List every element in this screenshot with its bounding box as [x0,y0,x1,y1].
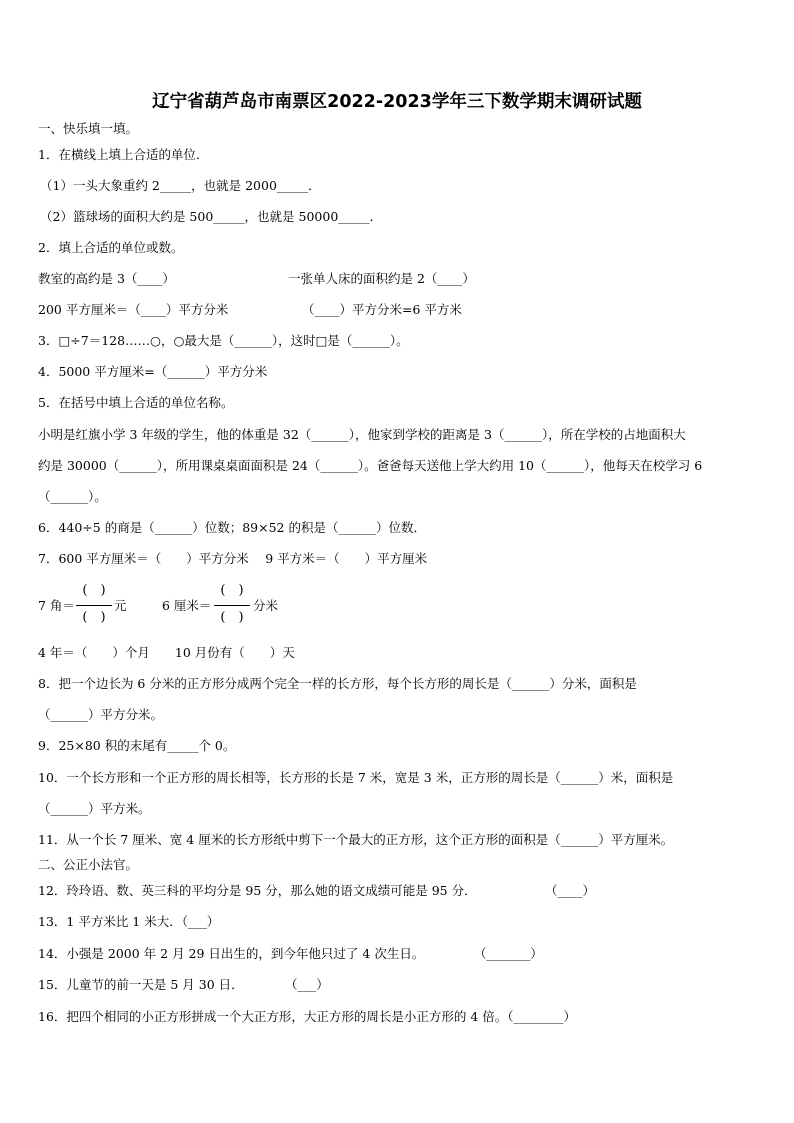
question-12: 12．玲玲语、数、英三科的平均分是 95 分，那么她的语文成绩可能是 95 分． [38,883,477,898]
question-1-part-1: （1）一头大象重约 2_____，也就是 2000_____． [40,178,321,193]
question-16: 16．把四个相同的小正方形拼成一个大正方形，大正方形的周长是小正方形的 4 倍。（________） [38,1009,577,1024]
question-14-answer-blank: （_______） [474,946,543,961]
fraction-denominator-blank: ( ) [82,610,106,625]
question-7-line-3: 4 年＝（ ）个月 10 月份有（ ）天 [38,645,295,660]
question-11: 11．从一个长 7 厘米、宽 4 厘米的长方形纸中剪下一个最大的正方形，这个正方形的面积是（______）平方厘米。 [38,832,674,847]
question-7-fraction-2-prefix: 6 厘米＝ [162,598,212,613]
fraction-bar [214,605,250,606]
question-1-stem: 1．在横线上填上合适的单位． [38,147,209,162]
section-heading-judge: 二、公正小法官。 [38,857,139,872]
question-2-item-d: （____）平方分米=6 平方米 [302,302,462,317]
question-4: 4．5000 平方厘米=（______）平方分米 [38,364,268,379]
question-2-item-a: 教室的高约是 3（____） [38,271,175,286]
fraction-bar [76,605,112,606]
question-5-stem: 5．在括号中填上合适的单位名称。 [38,395,234,410]
page-title: 辽宁省葫芦岛市南票区2022-2023学年三下数学期末调研试题 [152,92,642,112]
question-8-line-1: 8．把一个边长为 6 分米的正方形分成两个完全一样的长方形，每个长方形的周长是（______）分米，面积是 [38,676,637,691]
fraction-blank-1 [74,583,114,629]
question-10-line-1: 10．一个长方形和一个正方形的周长相等，长方形的长是 7 米，宽是 3 米，正方形的周长是（______）米，面积是 [38,770,674,785]
question-5-line-1: 小明是红旗小学 3 年级的学生，他的体重是 32（______），他家到学校的距离是 3（______），所在学校的占地面积大 [38,427,686,442]
question-7-line-1: 7．600 平方厘米＝（ ）平方分米 9 平方米＝（ ）平方厘米 [38,551,428,566]
section-heading-fill-in: 一、快乐填一填。 [38,121,139,136]
question-9: 9．25×80 积的末尾有_____个 0。 [38,738,236,753]
question-6: 6．440÷5 的商是（______）位数；89×52 的积是（______）位数． [38,520,426,535]
question-2-item-b: 一张单人床的面积约是 2（____） [288,271,475,286]
question-2-item-c: 200 平方厘米＝（____）平方分米 [38,302,229,317]
question-13: 13．1 平方米比 1 米大．（___） [38,914,220,929]
question-8-line-2: （______）平方分米。 [38,707,164,722]
question-7-fraction-1-prefix: 7 角＝ [38,598,75,613]
question-3: 3．□÷7＝128……○，○最大是（______），这时□是（______）。 [38,333,409,348]
fraction-blank-2 [212,583,252,629]
question-2-stem: 2．填上合适的单位或数。 [38,240,184,255]
question-10-line-2: （______）平方米。 [38,801,151,816]
question-5-line-3: （______）。 [38,489,107,504]
question-14: 14．小强是 2000 年 2 月 29 日出生的，到今年他只过了 4 次生日。 [38,946,425,961]
question-15: 15．儿童节的前一天是 5 月 30 日． [38,977,244,992]
fraction-numerator-blank: ( ) [220,583,244,598]
question-12-answer-blank: （____） [545,883,596,898]
fraction-denominator-blank: ( ) [220,610,244,625]
fraction-numerator-blank: ( ) [82,583,106,598]
question-1-part-2: （2）篮球场的面积大约是 500_____，也就是 50000_____． [40,209,383,224]
question-5-line-2: 约是 30000（______），所用课桌桌面面积是 24（______）。爸爸每天送他上学大约用 10（______），他每天在校学习 6 [38,458,703,473]
question-15-answer-blank: （___） [285,977,329,992]
question-7-fraction-2-suffix: 分米 [253,598,279,613]
question-7-fraction-1-suffix: 元 [114,598,127,613]
